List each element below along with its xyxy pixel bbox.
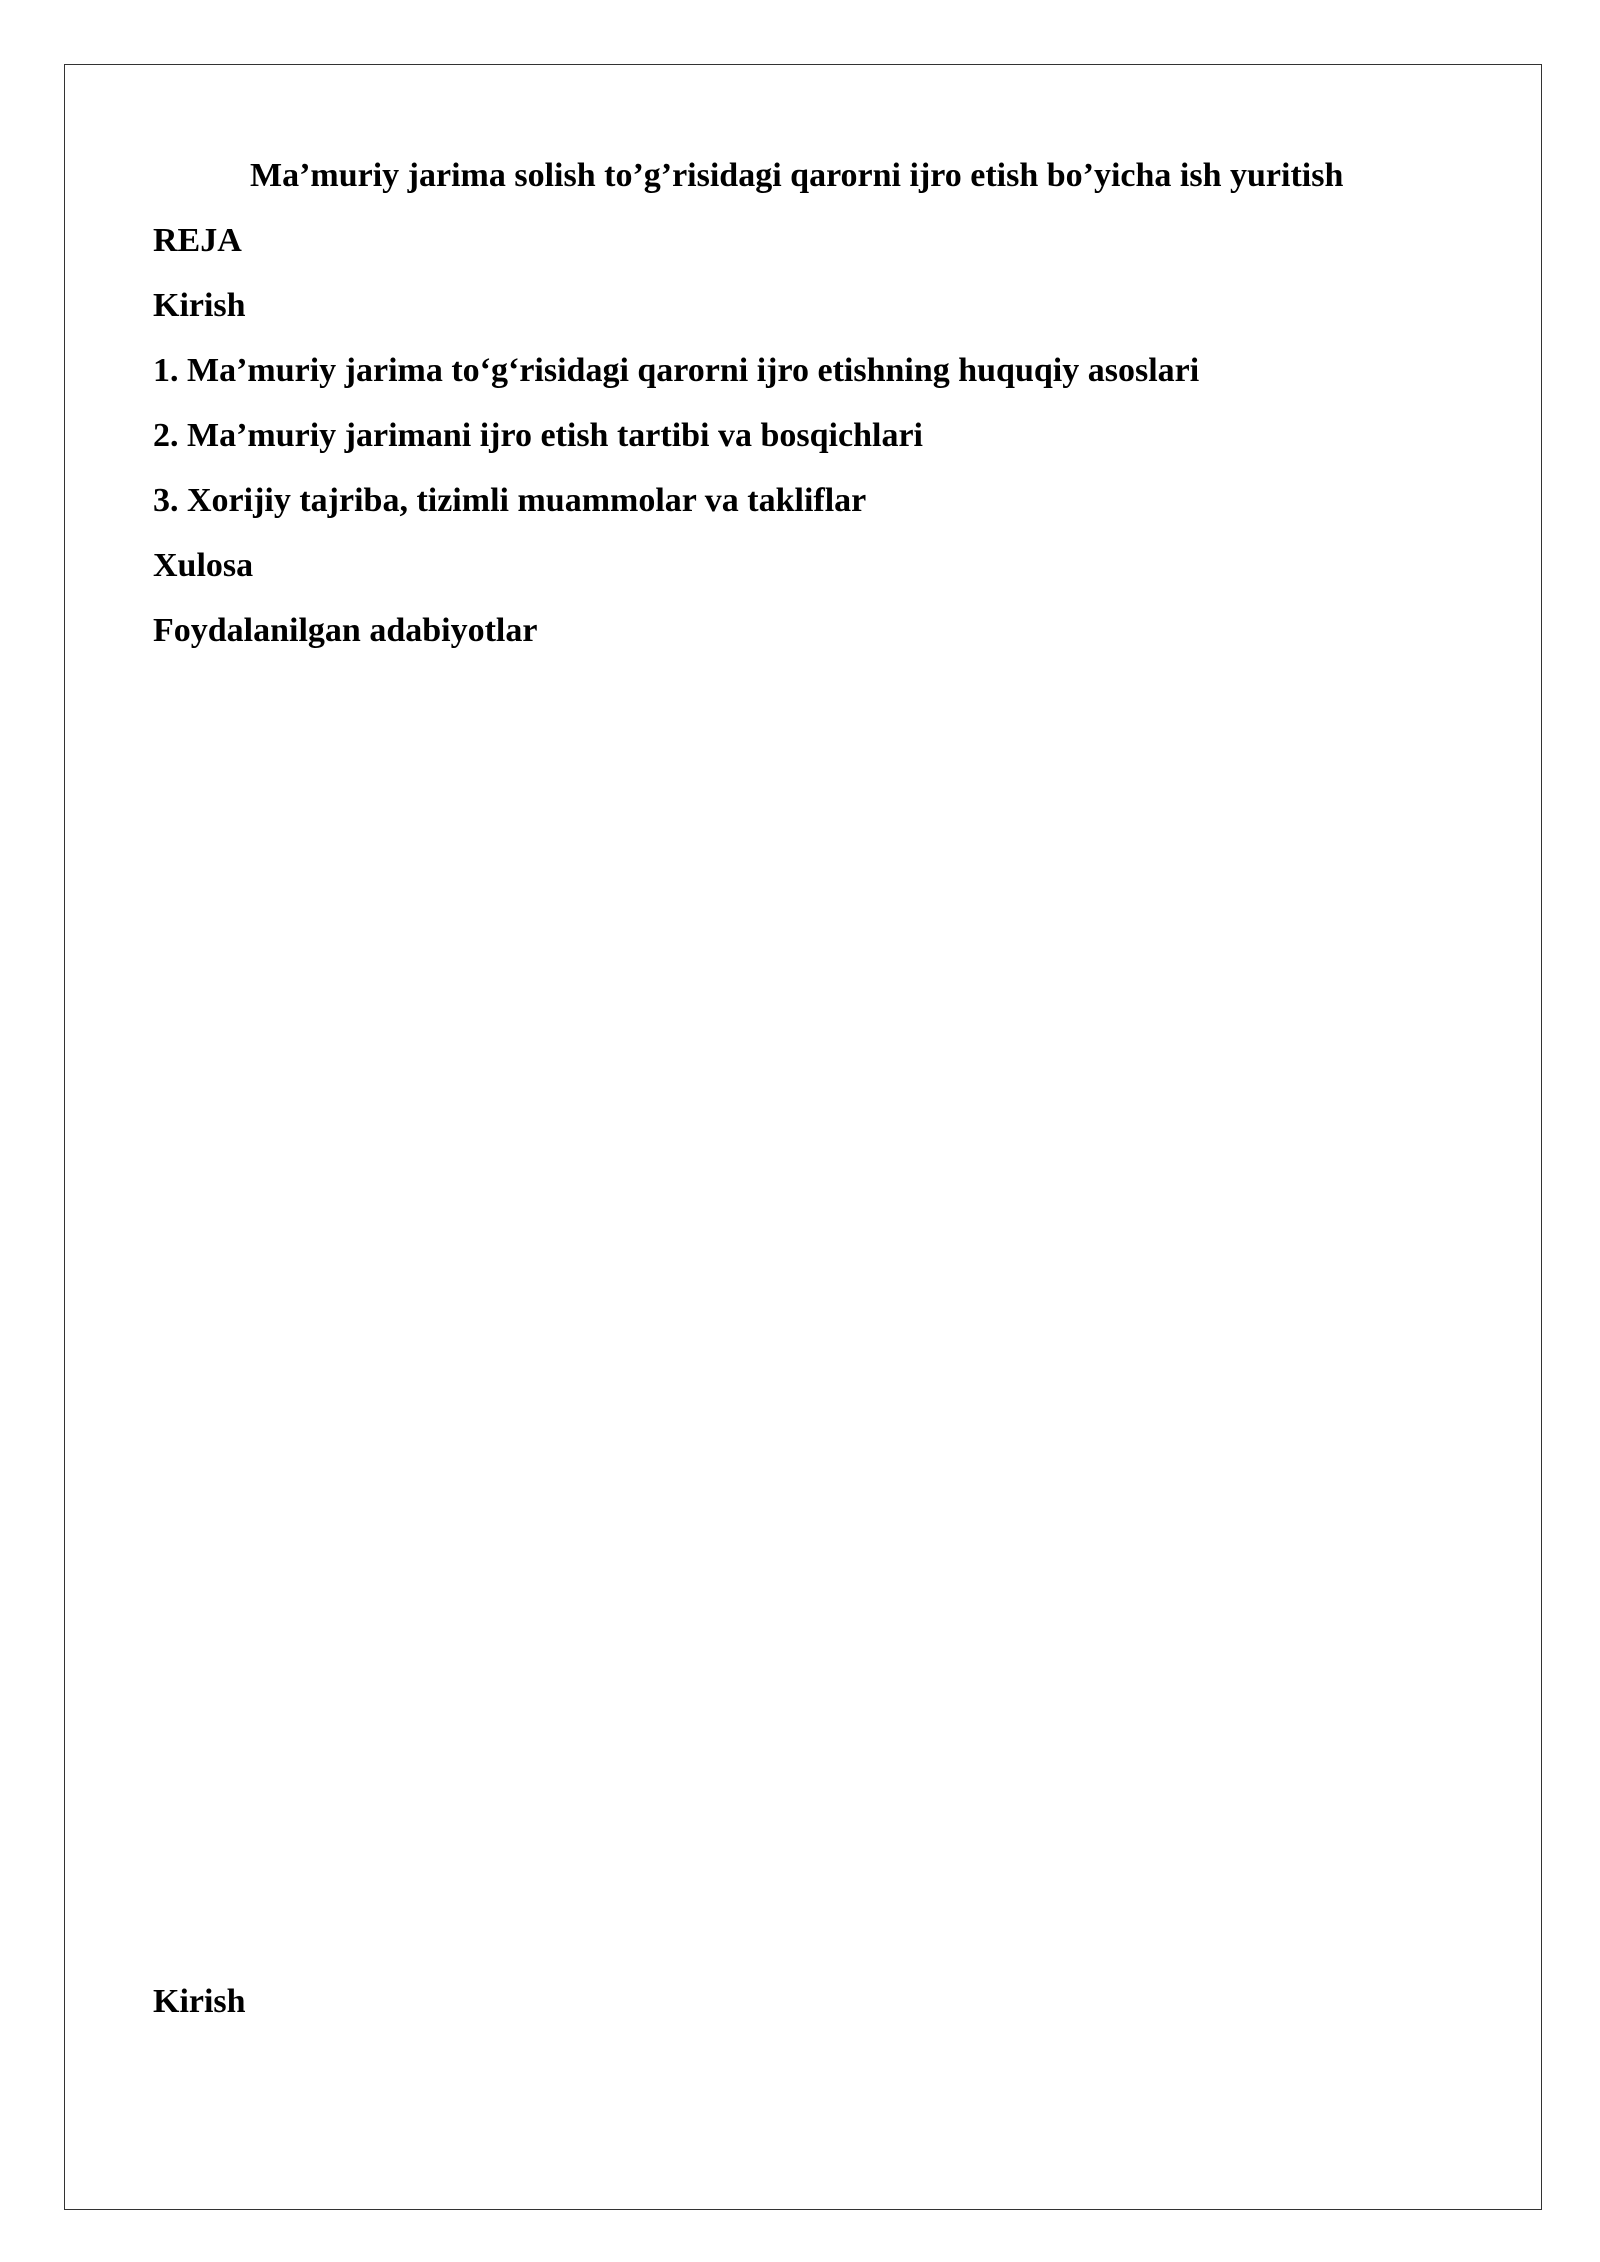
- document-title: Ma’muriy jarima solish to’g’risidagi qarorni ijro etish bo’yicha ish yuritish: [250, 157, 1344, 194]
- plan-heading: REJA: [153, 222, 242, 259]
- plan-item-conclusion: Xulosa: [153, 547, 254, 584]
- plan-item-2: 2. Ma’muriy jarimani ijro etish tartibi va bosqichlari: [153, 417, 923, 454]
- plan-item-3: 3. Xorijiy tajriba, tizimli muammolar va takliflar: [153, 482, 867, 519]
- plan-item-references: Foydalanilgan adabiyotlar: [153, 612, 538, 649]
- plan-item-1: 1. Ma’muriy jarima to‘g‘risidagi qarorni ijro etishning huquqiy asoslari: [153, 352, 1200, 389]
- plan-item-introduction: Kirish: [153, 287, 246, 324]
- introduction-heading: Kirish: [153, 1983, 246, 2020]
